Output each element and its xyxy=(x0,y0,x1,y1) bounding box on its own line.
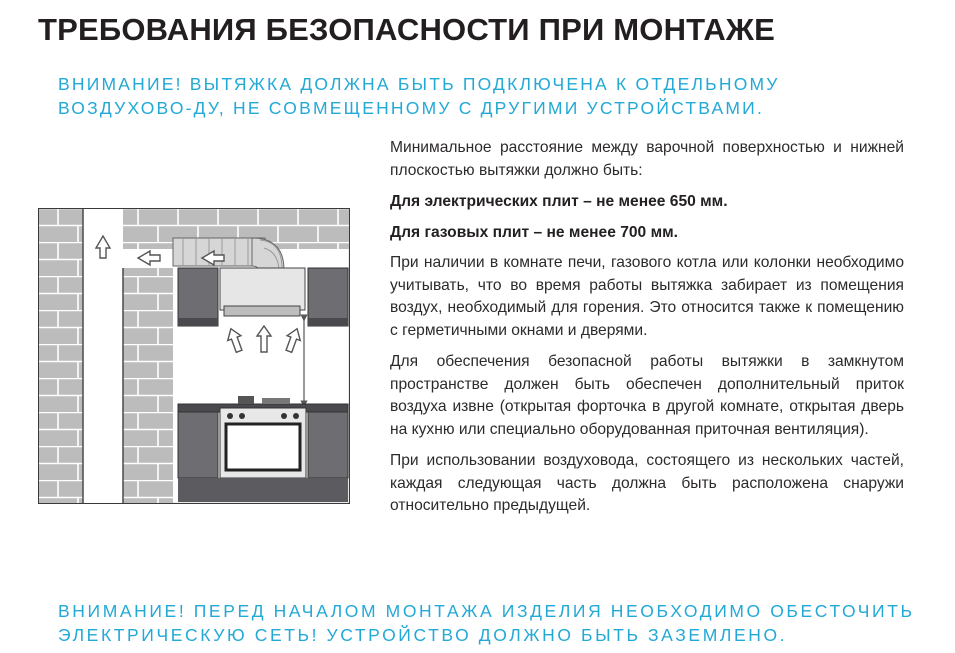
warning-duct: ВНИМАНИЕ! ВЫТЯЖКА ДОЛЖНА БЫТЬ ПОДКЛЮЧЕНА К ОТДЕЛЬНОМУ ВОЗДУХОВО-ДУ, НЕ СОВМЕЩЕННОМУ С ДРУГИМИ УСТРОЙСТВАМИ. xyxy=(58,74,780,118)
paragraph-min-distance: Минимальное расстояние между варочной поверхностью и нижней плоскостью вытяжки должно быть: xyxy=(390,139,904,179)
paragraph-electric-stoves: Для электрических плит – не менее 650 мм. xyxy=(390,193,728,210)
paragraph-gas-stoves: Для газовых плит – не менее 700 мм. xyxy=(390,223,678,241)
kitchen-installation-illustration xyxy=(38,208,350,504)
warning-power: ВНИМАНИЕ! ПЕРЕД НАЧАЛОМ МОНТАЖА ИЗДЕЛИЯ НЕОБХОДИМО ОБЕСТОЧИТЬ ЭЛЕКТРИЧЕСКУЮ СЕТЬ! УСТРОЙСТВО ДОЛЖНО БЫТЬ ЗАЗЕМЛЕНО. xyxy=(58,601,915,645)
paragraph-air-supply: Для обеспечения безопасной работы вытяжки в замкнутом пространстве должен быть обеспечен дополнительный приток воздуха извне (открытая форточка в другой комнате, открытая дверь на кухню или специально оборудованная приточная вентиляция). xyxy=(390,353,904,438)
paragraph-duct-parts: При использовании воздуховода, состоящего из нескольких частей, каждая следующая часть должна быть расположена снаружи относительно предыдущей. xyxy=(390,452,904,514)
paragraph-combustion-air: При наличии в комнате печи, газового котла или колонки необходимо учитывать, что во время работы вытяжка забирает из помещения воздух, необходимый для горения. Это относится также к помещению с герметичными окнами и дверями. xyxy=(390,254,904,339)
stove-and-base-cabinets xyxy=(178,396,348,502)
safety-requirements-text xyxy=(390,137,904,527)
page-title: ТРЕБОВАНИЯ БЕЗОПАСНОСТИ ПРИ МОНТАЖЕ xyxy=(38,12,776,47)
